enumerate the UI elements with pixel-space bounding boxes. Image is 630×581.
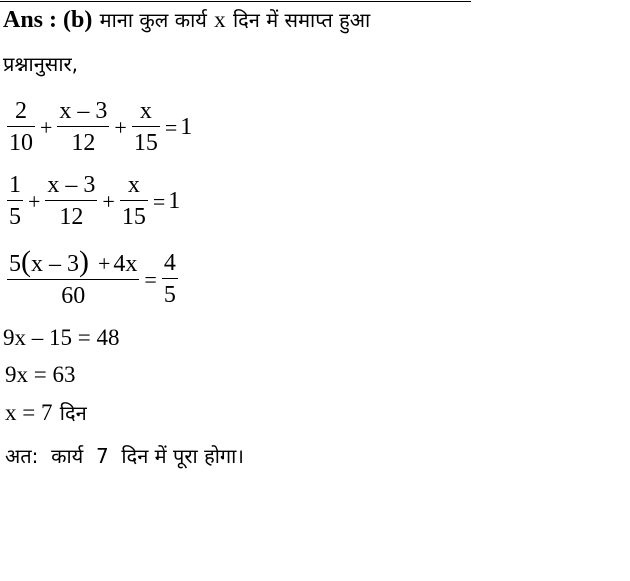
intro-text: माना कुल कार्य (99, 8, 207, 32)
fraction (57, 96, 109, 159)
conclusion: अत: कार्य 7 दिन में पूरा होगा। (5, 444, 244, 468)
rhs-value: 1 (180, 114, 193, 140)
denominator: 60 (61, 283, 86, 309)
fraction (45, 170, 97, 233)
numerator (7, 247, 139, 279)
denominator: 5 (163, 282, 176, 308)
denominator: 12 (59, 204, 84, 230)
step-3 (5, 399, 87, 426)
term: 4x (113, 251, 138, 277)
plus-sign: + (98, 251, 111, 276)
numerator: x (127, 172, 140, 198)
plus-sign: + (102, 188, 115, 214)
fraction (120, 170, 148, 233)
fraction (7, 96, 35, 159)
variable-x: x (214, 7, 226, 32)
step-3-math: x = 7 (5, 400, 53, 425)
denominator: 12 (71, 130, 96, 156)
denominator: 15 (121, 204, 146, 230)
answer-line (3, 6, 370, 34)
answer-label: Ans : (b) (3, 7, 93, 33)
step-2: 9x = 63 (5, 362, 76, 387)
numerator: x – 3 (59, 98, 108, 124)
subheading: प्रश्नानुसार, (3, 52, 79, 76)
step-3-unit: दिन (59, 401, 87, 425)
right-paren: ) (79, 245, 89, 278)
left-paren: ( (21, 245, 31, 278)
numerator: 1 (9, 172, 21, 198)
numerator: 2 (15, 98, 27, 124)
denominator: 5 (9, 204, 21, 230)
equals-sign: = (144, 266, 157, 292)
rhs-value: 1 (168, 188, 181, 214)
equation-2 (5, 170, 180, 233)
equals-sign: = (164, 114, 178, 140)
numerator: 4 (163, 250, 176, 276)
step-1: 9x – 15 = 48 (3, 325, 120, 350)
fraction (162, 248, 178, 311)
fraction (132, 96, 160, 159)
numerator: x – 3 (47, 172, 96, 198)
numerator: x (139, 98, 152, 124)
plus-sign: + (114, 114, 127, 140)
equation-1 (5, 96, 192, 159)
denominator: 15 (133, 130, 158, 156)
intro-text-2: दिन में समाप्त हुआ (232, 8, 371, 32)
equation-3 (5, 247, 180, 312)
plus-sign: + (40, 114, 53, 140)
denominator: 10 (9, 130, 33, 156)
binomial: x – 3 (31, 251, 79, 277)
fraction (7, 247, 139, 312)
equals-sign: = (152, 188, 166, 214)
coefficient: 5 (9, 251, 21, 277)
fraction (7, 170, 23, 233)
plus-sign: + (28, 188, 41, 214)
top-rule (0, 1, 471, 2)
